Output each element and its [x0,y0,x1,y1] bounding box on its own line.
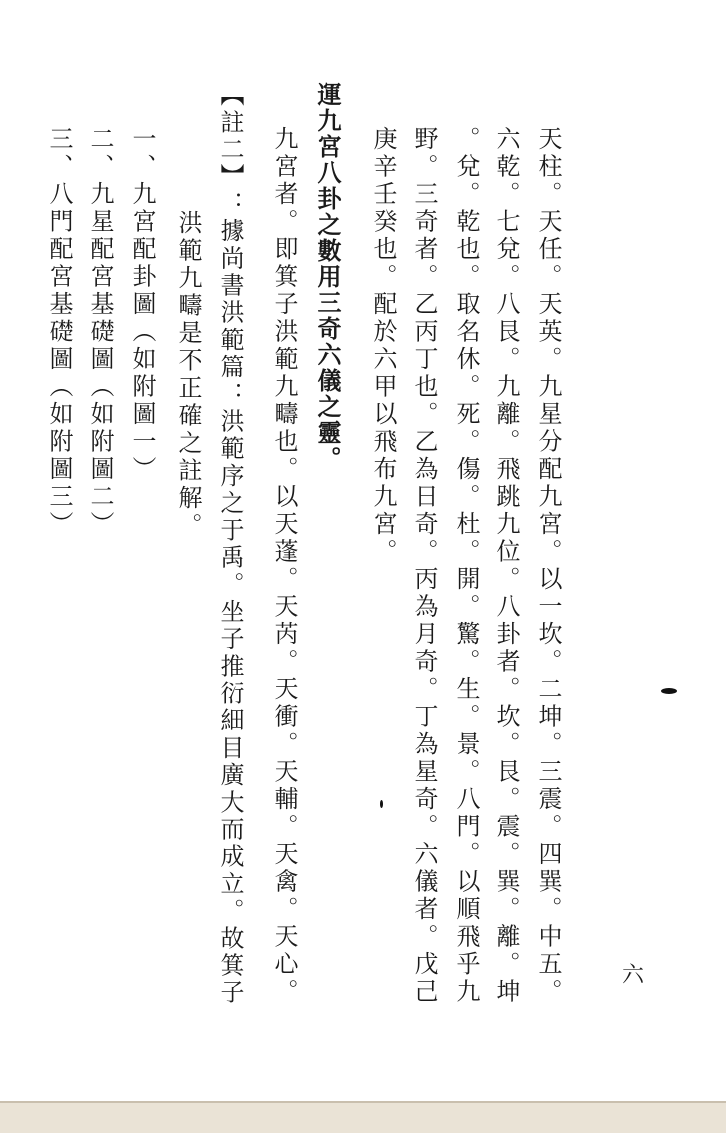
note-2-continuation: 洪範九疇是不正確之註解。 [174,210,202,540]
text-line-2: 六乾。七兌。八艮。九離。飛跳九位。八卦者。坎。艮。震。巽。離。坤 [492,126,520,1006]
figure-list-item-1: 一、九宮配卦圖（如附圖一） [128,126,156,484]
figure-list-item-3: 三、八門配宮基礎圖（如附圖三） [45,126,73,539]
figure-list-item-2: 二、九星配宮基礎圖（如附圖二） [86,126,114,539]
text-line-1: 天柱。天任。天英。九星分配九宮。以一坎。二坤。三震。四巽。中五。 [534,126,562,1006]
ink-speck-small [380,800,383,808]
page-number: 六 [622,963,645,988]
note-2-line: 【註二】：據尚書洪範篇：洪範序之于禹。坐子推衍細目廣大而成立。故箕子 [216,82,244,1007]
text-line-3: 。兌。乾也。取名休。死。傷。杜。開。驚。生。景。八門。以順飛乎九 [452,126,480,1006]
text-line-7: 九宮者。即箕子洪範九疇也。以天蓬。天芮。天衝。天輔。天禽。天心。 [270,126,298,1006]
section-heading: 運九宮八卦之數用三奇六儀之靈。 [313,82,342,472]
text-line-5: 庚辛壬癸也。配於六甲以飛布九宮。 [369,126,397,566]
scan-bottom-edge [0,1101,726,1133]
text-line-4: 野。三奇者。乙丙丁也。乙為日奇。丙為月奇。丁為星奇。六儀者。戊己 [410,126,438,1006]
ink-speck [661,688,677,694]
